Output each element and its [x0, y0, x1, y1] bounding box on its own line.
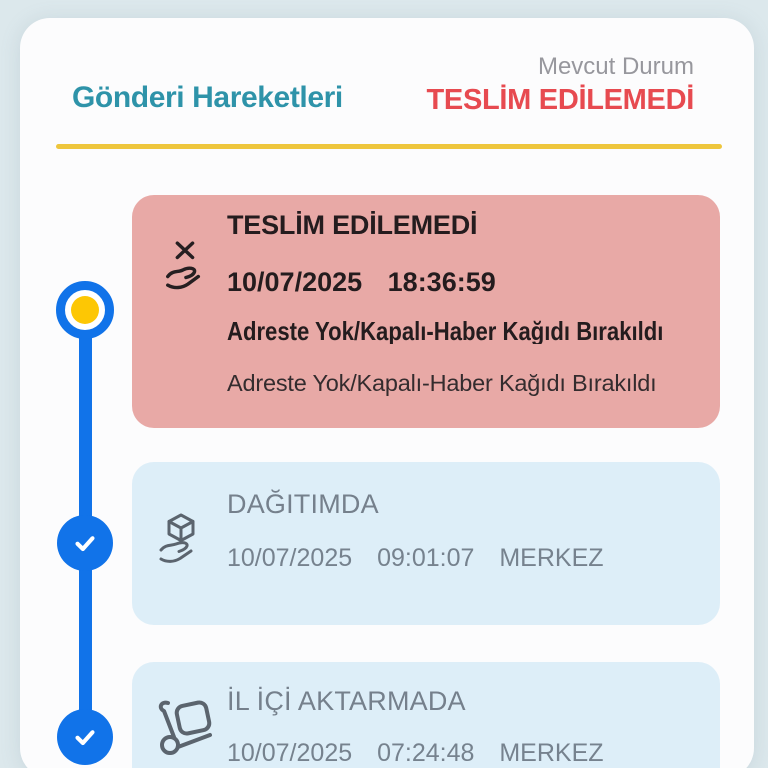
- timeline-marker-done-2: [57, 709, 113, 765]
- event-location: MERKEZ: [499, 544, 604, 572]
- current-status-value: TESLİM EDİLEMEDİ: [426, 84, 694, 116]
- timeline-marker-done-1: [57, 515, 113, 571]
- package-hand-icon: [157, 512, 205, 566]
- event-time: 09:01:07: [377, 544, 475, 572]
- event-card-transfer: [132, 662, 720, 768]
- check-icon: [70, 722, 100, 752]
- event-date: 10/07/2025: [227, 267, 363, 297]
- event-time: 18:36:59: [387, 267, 496, 297]
- event-datetime: [227, 269, 514, 296]
- event-card-distribution: [132, 462, 720, 625]
- timeline-list[interactable]: [20, 18, 754, 768]
- hand-x-icon: [163, 237, 205, 297]
- event-title: DAĞITIMDA: [227, 489, 379, 519]
- event-time: 07:24:48: [377, 739, 475, 767]
- timeline-marker-current: [56, 281, 114, 339]
- check-icon: [70, 528, 100, 558]
- event-reason-bold: Adreste Yok/Kapalı-Haber Kağıdı Bırakıldı: [227, 318, 664, 344]
- event-datetime: [227, 741, 622, 766]
- page-title: Gönderi Hareketleri: [72, 81, 343, 114]
- event-card-failed: [132, 195, 720, 428]
- event-datetime: [227, 546, 622, 571]
- event-title: İL İÇİ AKTARMADA: [227, 686, 466, 716]
- tracking-sheet: [20, 18, 754, 768]
- trolley-icon: [148, 694, 214, 758]
- event-location: MERKEZ: [499, 739, 604, 767]
- event-date: 10/07/2025: [227, 739, 353, 767]
- event-title: TESLİM EDİLEMEDİ: [227, 210, 478, 240]
- current-step-dot-icon: [71, 296, 99, 324]
- event-reason: Adreste Yok/Kapalı-Haber Kağıdı Bırakıldı: [227, 372, 657, 396]
- event-date: 10/07/2025: [227, 544, 353, 572]
- current-status-label: Mevcut Durum: [537, 53, 694, 80]
